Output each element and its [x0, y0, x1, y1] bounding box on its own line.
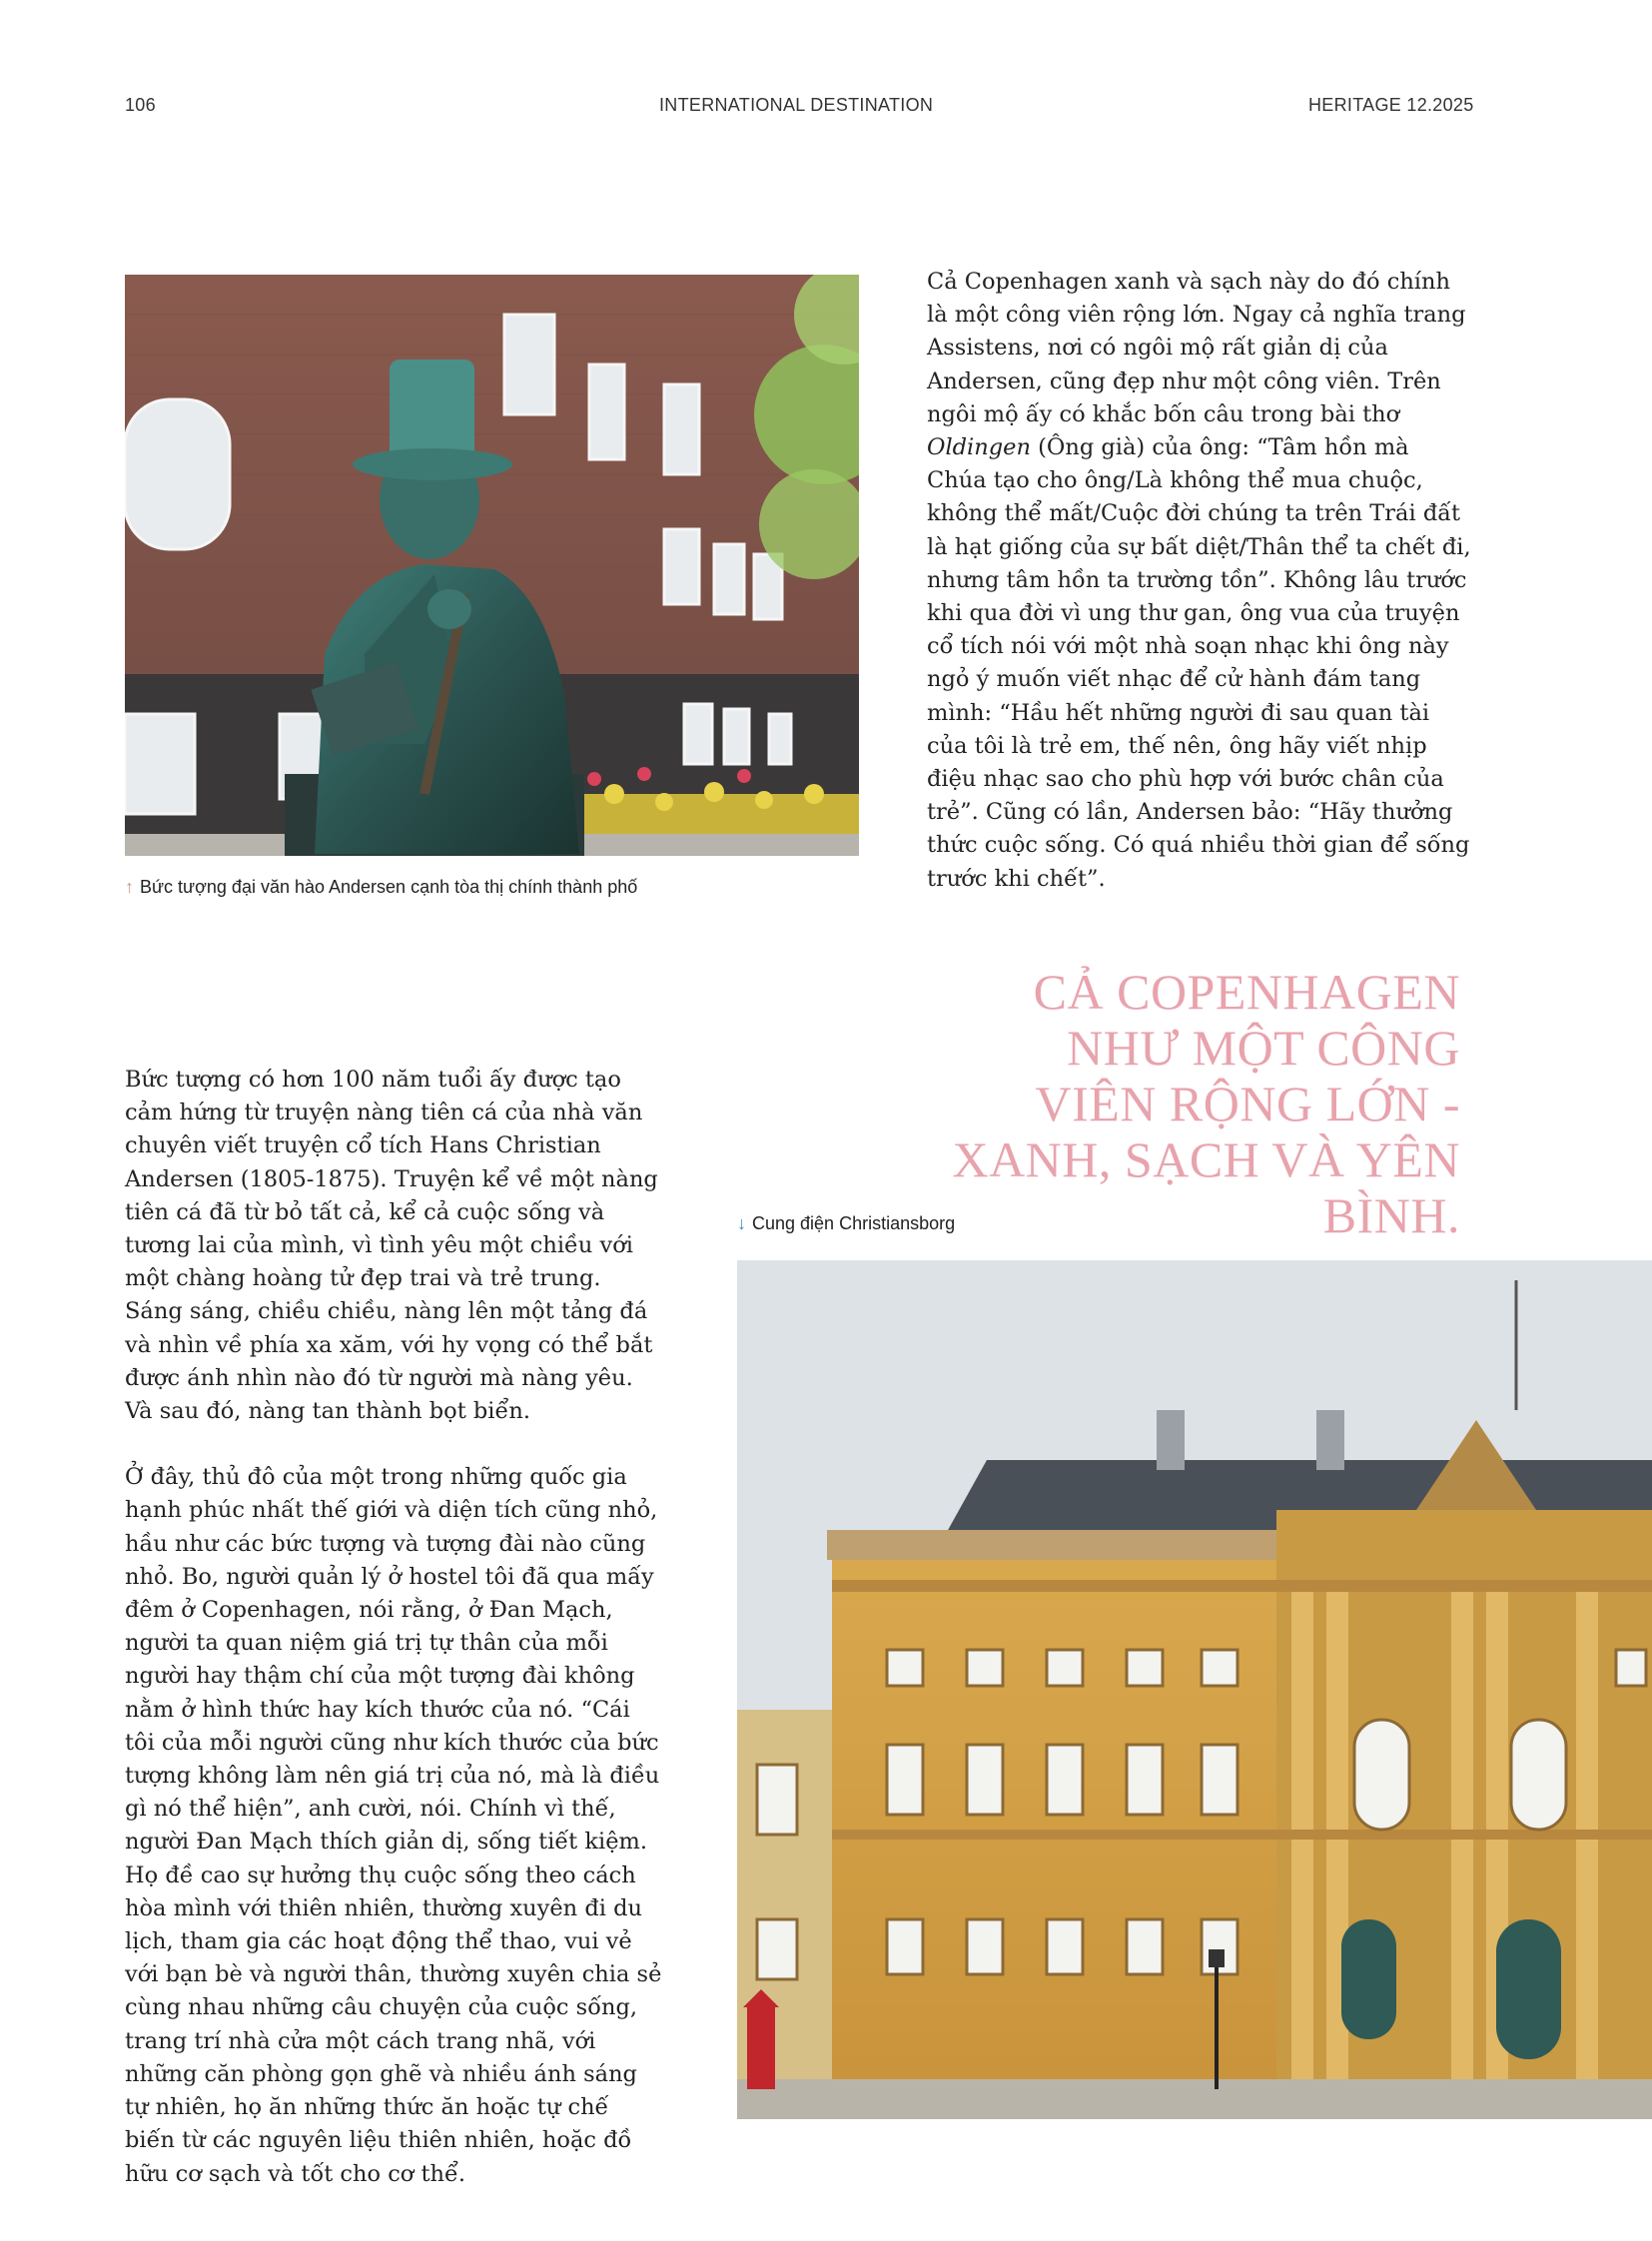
section-title: INTERNATIONAL DESTINATION	[659, 95, 934, 115]
palace-illustration	[737, 1260, 1652, 2119]
page-number: 106	[125, 95, 156, 115]
issue-label: HERITAGE 12.2025	[1308, 95, 1474, 115]
right-paragraph	[927, 266, 1471, 896]
right-paragraph-part1: Cả Copenhagen xanh và sạch này do đó chính là một công viên rộng lớn. Ngay cả nghĩa trang Assistens, nơi có ngôi mộ rất giản dị của Andersen, cũng đẹp như một công viên. Trên ngôi mộ ấy có khắc bốn câu trong bài thơ	[927, 269, 1466, 427]
statue-caption	[125, 877, 637, 898]
arrow-down-icon: ↓	[737, 1213, 746, 1233]
pull-quote: CẢ COPENHAGEN NHƯ MỘT CÔNG VIÊN RỘNG LỚN - XANH, SẠCH VÀ YÊN BÌNH.	[952, 964, 1460, 1243]
arrow-up-icon: ↑	[125, 877, 134, 897]
statue-caption-text: Bức tượng đại văn hào Andersen cạnh tòa thị chính thành phố	[140, 877, 638, 897]
right-paragraph-part2: (Ông già) của ông: “Tâm hồn mà Chúa tạo cho ông/Là không thể mua chuộc, không thể mất/Cuộc đời chúng ta trên Trái đất là hạt giống của sự bất diệt/Thân thể ta chết đi, nhưng tâm hồn ta trường tồn”. Không lâu trước khi qua đời vì ung thư gan, ông vua của truyện cổ tích nói với một nhà soạn nhạc khi ông này ngỏ ý muốn viết nhạc để cử hành đám tang mình: “Hầu hết những người đi sau quan tài của tôi là trẻ em, thế nên, ông hãy viết nhịp điệu nhạc sao cho phù hợp với bước chân của trẻ”. Cũng có lần, Andersen bảo: “Hãy thưởng thức cuộc sống. Có quá nhiều thời gian để sống trước khi chết”.	[927, 434, 1471, 892]
left-paragraph-1: Bức tượng có hơn 100 năm tuổi ấy được tạo cảm hứng từ truyện nàng tiên cá của nhà văn chuyên viết truyện cổ tích Hans Christian Andersen (1805-1875). Truyện kể về một nàng tiên cá đã từ bỏ tất cả, kể cả cuộc sống và tương lai của mình, vì tình yêu một chiều với một chàng hoàng tử đẹp trai và trẻ trung. Sáng sáng, chiều chiều, nàng lên một tảng đá và nhìn về phía xa xăm, với hy vọng có thể bắt được ánh nhìn nào đó từ người mà nàng yêu. Và sau đó, nàng tan thành bọt biển.	[125, 1067, 658, 1425]
palace-caption-text: Cung điện Christiansborg	[752, 1213, 956, 1233]
right-column-text	[927, 266, 1471, 929]
palace-photo	[737, 1260, 1652, 2119]
left-column-text	[125, 1064, 664, 2224]
palace-caption	[737, 1213, 955, 1234]
statue-illustration	[125, 275, 859, 856]
andersen-statue-photo	[125, 275, 859, 856]
poem-title: Oldingen	[927, 434, 1031, 461]
left-paragraph-2: Ở đây, thủ đô của một trong những quốc gia hạnh phúc nhất thế giới và diện tích cũng nhỏ, hầu như các bức tượng và tượng đài nào cũng nhỏ. Bo, người quản lý ở hostel tôi đã qua mấy đêm ở Copenhagen, nói rằng, ở Đan Mạch, người ta quan niệm giá trị tự thân của mỗi người hay thậm chí của một tượng đài không nằm ở hình thức hay kích thước của nó. “Cái tôi của mỗi người cũng như kích thước của bức tượng không làm nên giá trị của nó, mà là điều gì nó thể hiện”, anh cười, nói. Chính vì thế, người Đan Mạch thích giản dị, sống tiết kiệm. Họ đề cao sự hưởng thụ cuộc sống theo cách hòa mình với thiên nhiên, thường xuyên đi du lịch, tham gia các hoạt động thể thao, vui vẻ với bạn bè và người thân, thường xuyên chia sẻ cùng nhau những câu chuyện của cuộc sống, trang trí nhà cửa một cách trang nhã, với những căn phòng gọn ghẽ và nhiều ánh sáng tự nhiên, họ ăn những thức ăn hoặc tự chế biến từ các nguyên liệu thiên nhiên, hoặc đồ hữu cơ sạch và tốt cho cơ thể.	[125, 1464, 662, 2187]
